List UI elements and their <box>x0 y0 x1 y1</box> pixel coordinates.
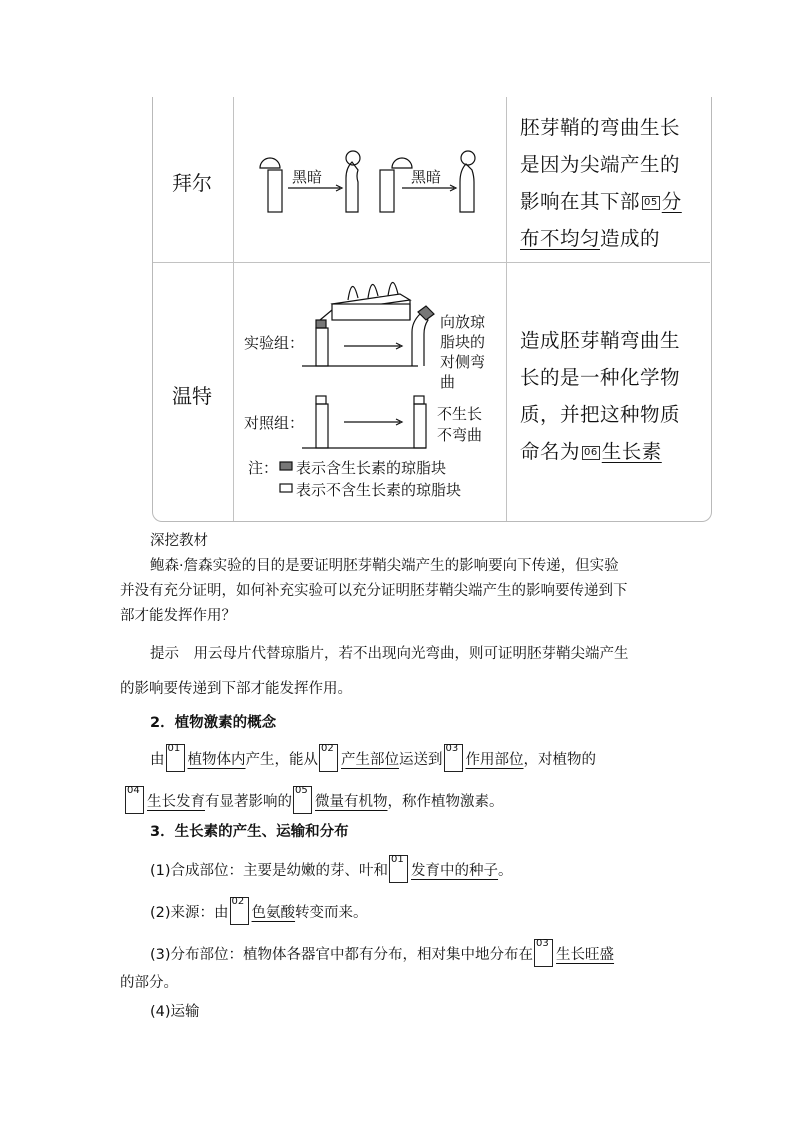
blank-marker: 04 <box>125 786 144 814</box>
section-2-title: 2．植物激素的概念 <box>150 715 277 731</box>
section-title: 深挖教材 <box>150 533 208 549</box>
answer-text: 生长旺盛 <box>556 947 615 963</box>
question-line: 鲍森·詹森实验的目的是要证明胚芽鞘尖端产生的影响要向下传递，但实验 <box>150 558 619 574</box>
answer-number: 06 <box>584 447 598 458</box>
table-divider <box>153 262 710 263</box>
answer-text: 生长素 <box>601 440 662 463</box>
control-result: 不生长 不弯曲 <box>437 405 483 444</box>
bayliss-diagram <box>250 140 490 220</box>
experiment-result: 向放琼 脂块的 对侧弯 曲 <box>440 313 486 391</box>
blank-marker: 02 <box>230 897 249 925</box>
answer-text: 分 <box>661 190 682 213</box>
table-divider <box>506 97 507 521</box>
blank-marker: 03 <box>534 939 553 967</box>
answer-text: 产生部位 <box>341 752 399 768</box>
hormone-definition-line-1: 由 01 植物体内产生，能从 02 产生部位运送到 03 作用部位，对植物的 <box>150 744 596 772</box>
distribution-cont: 的部分。 <box>120 975 178 991</box>
answer-text: 作用部位 <box>465 752 524 768</box>
answer-text: 布不均匀 <box>520 227 601 250</box>
experiment-group-label: 实验组： <box>244 334 305 352</box>
went-conclusion: 造成胚芽鞘弯曲生 长的是一种化学物 质，并把这种物质 命名为 06 生长素 <box>520 329 681 463</box>
hormone-definition-line-2: 04 生长发育有显著影响的 05 微量有机物，称作植物激素。 <box>124 786 504 814</box>
table-divider <box>233 97 234 521</box>
section-3-title: 3．生长素的产生、运输和分布 <box>150 824 349 840</box>
note-without-auxin: 表示不含生长素的琼脂块 <box>296 481 462 499</box>
blank-marker: 01 <box>166 744 185 772</box>
scientist-went: 温特 <box>172 384 212 408</box>
scientist-bayliss: 拜尔 <box>172 171 212 195</box>
blank-marker: 03 <box>444 744 463 772</box>
source: (2)来源：由 02 色氨酸转变而来。 <box>150 897 368 925</box>
question-line: 部才能发挥作用？ <box>120 608 236 624</box>
note-with-auxin: 表示含生长素的琼脂块 <box>296 459 447 477</box>
synthesis-site: (1)合成部位：主要是幼嫩的芽、叶和 01 发育中的种子。 <box>150 855 513 883</box>
dark-label: 黑暗 <box>292 168 323 186</box>
blank-marker: 02 <box>319 744 338 772</box>
bayliss-conclusion: 胚芽鞘的弯曲生长 是因为尖端产生的 影响在其下部 05 分 布不均匀造成的 <box>520 116 682 250</box>
dark-label: 黑暗 <box>411 168 442 186</box>
hint-line: 的影响要传递到下部才能发挥作用。 <box>120 681 352 697</box>
answer-text: 植物体内 <box>187 752 246 768</box>
answer-number: 05 <box>644 197 658 208</box>
blank-marker: 05 <box>293 786 312 814</box>
answer-text: 色氨酸 <box>251 905 296 921</box>
answer-text: 微量有机物 <box>315 794 388 810</box>
hint-line: 提示 用云母片代替琼脂片，若不出现向光弯曲，则可证明胚芽鞘尖端产生 <box>150 646 629 662</box>
answer-text: 发育中的种子 <box>411 863 499 879</box>
distribution: (3)分布部位：植物体各器官中都有分布，相对集中地分布在 03 生长旺盛 <box>150 939 614 967</box>
answer-text: 生长发育 <box>147 794 205 810</box>
question-line: 并没有充分证明，如何补充实验可以充分证明胚芽鞘尖端产生的影响要传递到下 <box>120 583 628 599</box>
control-group-label: 对照组： <box>244 414 305 432</box>
note-prefix: 注： <box>248 459 279 477</box>
transport-heading: (4)运输 <box>150 1004 200 1020</box>
blank-marker: 01 <box>389 855 408 883</box>
